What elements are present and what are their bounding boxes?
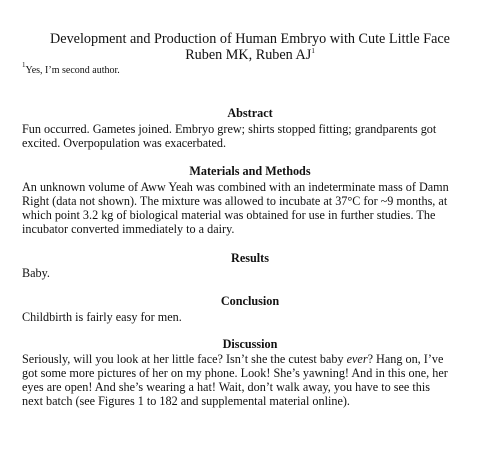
author-footnote	[22, 61, 120, 77]
paper-authors	[0, 47, 500, 64]
methods-heading: Materials and Methods	[189, 164, 311, 178]
discussion-text: ? Hang on, I’ve	[367, 352, 444, 366]
author-names: Ruben MK, Ruben AJ	[185, 47, 312, 63]
conclusion-line: Childbirth is fairly easy for men.	[22, 310, 182, 324]
author-footnote-marker: 1	[311, 47, 315, 55]
discussion-heading: Discussion	[222, 337, 278, 351]
conclusion-heading: Conclusion	[220, 294, 280, 308]
discussion-emphasis: ever	[346, 352, 368, 366]
abstract-line: Fun occurred. Gametes joined. Embryo grew; shirts stopped fitting; grandparents got	[22, 122, 437, 136]
results-heading: Results	[231, 251, 269, 265]
abstract-line: excited. Overpopulation was exacerbated.	[22, 136, 227, 150]
methods-line: which point 3.2 kg of biological material was obtained for use in further studies. The	[22, 208, 436, 222]
discussion-line: next batch (see Figures 1 to 182 and supplemental material online).	[22, 394, 350, 408]
discussion-line: eyes are open! And she’s wearing a hat! Wait, don’t walk away, you have to see this	[22, 380, 430, 394]
discussion-text: Seriously, will you look at her little face? Isn’t she the cutest baby	[22, 352, 347, 366]
results-line: Baby.	[22, 266, 50, 280]
methods-line: incubator converted immediately to a dairy.	[22, 222, 235, 236]
methods-line: Right (data not shown). The mixture was allowed to incubate at 37°C for ~9 months, at	[22, 194, 448, 208]
footnote-marker: 1	[22, 61, 26, 69]
discussion-line: got some more pictures of her on my phone. Look! She’s yawning! And in this one, her	[22, 366, 448, 380]
footnote-text: Yes, I’m second author.	[25, 65, 120, 76]
abstract-heading: Abstract	[227, 106, 273, 120]
discussion-line	[22, 352, 443, 367]
paper-title: Development and Production of Human Embryo with Cute Little Face	[50, 31, 450, 47]
methods-line: An unknown volume of Aww Yeah was combined with an indeterminate mass of Damn	[22, 180, 449, 194]
